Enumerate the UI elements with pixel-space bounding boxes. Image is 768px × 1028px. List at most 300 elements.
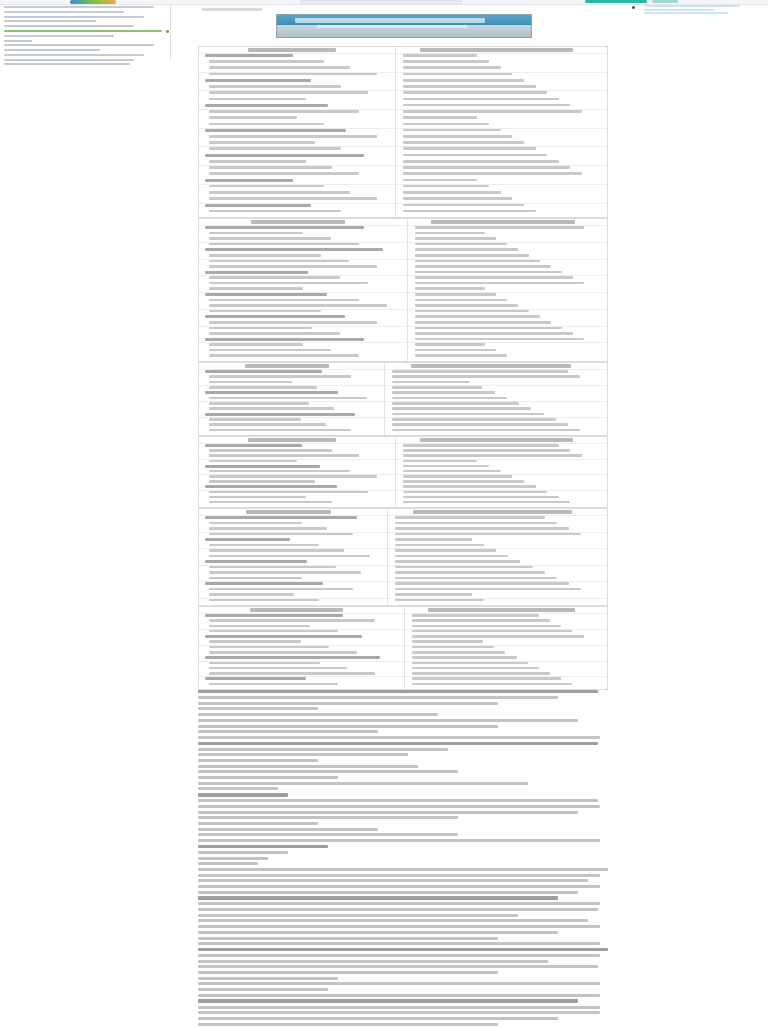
- table-cell: [412, 662, 528, 665]
- text-line: [198, 977, 338, 980]
- sidebar-item[interactable]: [4, 19, 170, 23]
- table-cell: [209, 593, 294, 596]
- table-cell: [205, 582, 323, 585]
- text-line: [198, 736, 600, 739]
- table-cell: [412, 646, 494, 649]
- table-cell: [205, 271, 308, 274]
- text-line: [198, 914, 518, 917]
- table-cell: [209, 160, 306, 163]
- document-content: [198, 6, 610, 1020]
- table-cell: [415, 248, 518, 251]
- sidebar-item-label: [4, 59, 134, 61]
- table-cell: [209, 429, 351, 432]
- table-cell: [209, 321, 377, 324]
- table-cell: [205, 104, 328, 107]
- table-cell: [205, 444, 302, 447]
- table-header-right: [413, 510, 571, 514]
- banner-text: [295, 18, 485, 23]
- table-cell: [209, 91, 368, 94]
- text-line: [198, 742, 598, 745]
- table-cell: [209, 533, 353, 536]
- table-cell: [209, 571, 361, 574]
- table-cell: [209, 166, 332, 169]
- table-cell: [415, 327, 562, 330]
- table-cell: [205, 465, 320, 468]
- table-cell: [205, 293, 327, 296]
- table-cell: [395, 527, 569, 530]
- text-line: [198, 879, 588, 882]
- text-line: [198, 942, 600, 945]
- table-cell: [403, 166, 570, 169]
- table-cell: [395, 516, 545, 519]
- table-cell: [209, 460, 297, 463]
- sidebar-item[interactable]: [4, 38, 170, 42]
- table-cell: [209, 304, 387, 307]
- table-cell: [209, 332, 340, 335]
- document-meta: [202, 8, 262, 11]
- table-header-right: [420, 48, 573, 52]
- table-cell: [403, 449, 570, 452]
- text-line: [198, 696, 558, 699]
- table-cell: [209, 522, 302, 525]
- table-cell: [403, 485, 536, 488]
- related-link[interactable]: [644, 12, 728, 14]
- table-cell: [209, 555, 370, 558]
- table-cell: [415, 315, 540, 318]
- sidebar-item-label: [4, 40, 32, 42]
- table-cell: [209, 73, 377, 76]
- sidebar-item[interactable]: [4, 53, 170, 57]
- document-title-row: [198, 6, 610, 13]
- primary-action-button[interactable]: [585, 0, 647, 3]
- table-cell: [209, 588, 353, 591]
- table-cell: [209, 141, 315, 144]
- sidebar-item[interactable]: [4, 5, 170, 9]
- table-cell: [209, 354, 359, 357]
- text-line: [198, 1017, 558, 1020]
- text-line: [198, 885, 600, 888]
- table-cell: [209, 402, 309, 405]
- table-cell: [209, 210, 341, 213]
- table-cell: [403, 204, 524, 207]
- text-line: [198, 954, 600, 957]
- table-cell: [403, 491, 547, 494]
- table-cell: [412, 683, 572, 686]
- table-cell: [392, 413, 544, 416]
- table-cell: [209, 66, 350, 69]
- table-cell: [209, 287, 303, 290]
- table-cell: [395, 593, 472, 596]
- text-line: [198, 948, 608, 951]
- table-cell: [205, 614, 343, 617]
- table-cell: [403, 116, 477, 119]
- table-cell: [209, 577, 302, 580]
- user-menu-button[interactable]: [652, 0, 678, 3]
- table-cell: [415, 276, 573, 279]
- table-cell: [403, 91, 547, 94]
- text-line: [198, 988, 328, 991]
- table-cell: [395, 588, 581, 591]
- table-cell: [209, 386, 317, 389]
- table-cell: [403, 66, 501, 69]
- table-cell: [403, 496, 559, 499]
- related-link[interactable]: [644, 9, 714, 11]
- table-cell: [415, 232, 485, 235]
- table-cell: [209, 397, 367, 400]
- table-cell: [209, 449, 332, 452]
- table-cell: [209, 327, 312, 330]
- sidebar-item[interactable]: [4, 29, 170, 33]
- table-header-right: [428, 608, 574, 612]
- reaction-table: [198, 46, 608, 218]
- table-cell: [403, 98, 559, 101]
- table-cell: [205, 154, 364, 157]
- table-cell: [415, 343, 485, 346]
- table-header-left: [250, 608, 342, 612]
- table-cell: [403, 54, 477, 57]
- table-cell: [392, 386, 482, 389]
- table-cell: [392, 407, 531, 410]
- site-logo-icon[interactable]: [70, 0, 116, 4]
- search-input[interactable]: [300, 0, 462, 5]
- text-line: [198, 862, 258, 865]
- table-cell: [205, 179, 293, 182]
- table-cell: [403, 85, 536, 88]
- text-line: [198, 925, 600, 928]
- table-cell: [403, 465, 489, 468]
- table-cell: [403, 172, 582, 175]
- table-cell: [209, 116, 297, 119]
- table-cell: [403, 160, 559, 163]
- table-cell: [209, 418, 301, 421]
- table-cell: [403, 79, 524, 82]
- sidebar-item-label: [4, 54, 144, 56]
- text-line: [198, 702, 498, 705]
- related-links-panel: [632, 5, 732, 15]
- text-line: [198, 793, 288, 796]
- table-cell: [209, 640, 301, 643]
- text-line: [198, 759, 318, 762]
- table-cell: [205, 635, 362, 638]
- table-cell: [395, 577, 557, 580]
- table-cell: [205, 54, 293, 57]
- table-cell: [209, 98, 306, 101]
- table-cell: [395, 533, 581, 536]
- sidebar-item[interactable]: [4, 62, 170, 66]
- sidebar: [4, 5, 171, 60]
- table-cell: [392, 429, 580, 432]
- table-cell: [403, 475, 512, 478]
- sidebar-item-label: [4, 63, 130, 65]
- text-line: [198, 919, 588, 922]
- table-cell: [415, 226, 584, 229]
- table-cell: [415, 254, 529, 257]
- text-line: [198, 719, 578, 722]
- table-cell: [412, 677, 561, 680]
- table-cell: [209, 232, 303, 235]
- table-cell: [209, 60, 324, 63]
- table-cell: [403, 154, 547, 157]
- reaction-table: [198, 218, 608, 362]
- table-cell: [403, 129, 501, 132]
- table-cell: [209, 237, 331, 240]
- table-cell: [209, 135, 377, 138]
- table-cell: [415, 338, 584, 341]
- text-line: [198, 982, 600, 985]
- reaction-table: [198, 606, 608, 690]
- table-cell: [392, 397, 507, 400]
- table-cell: [415, 265, 551, 268]
- table-cell: [205, 560, 307, 563]
- table-cell: [403, 147, 536, 150]
- table-cell: [205, 338, 364, 341]
- text-line: [198, 753, 408, 756]
- table-cell: [209, 110, 359, 113]
- table-cell: [209, 646, 329, 649]
- table-cell: [403, 110, 582, 113]
- text-line: [198, 845, 328, 848]
- table-header-left: [248, 48, 336, 52]
- text-line: [198, 896, 558, 899]
- table-cell: [209, 254, 321, 257]
- reaction-table: [198, 436, 608, 508]
- sidebar-item[interactable]: [4, 48, 170, 52]
- text-line: [198, 799, 598, 802]
- table-cell: [209, 480, 315, 483]
- table-header-left: [246, 510, 331, 514]
- reaction-table: [198, 362, 608, 436]
- sidebar-item[interactable]: [4, 10, 170, 14]
- text-line: [198, 874, 600, 877]
- table-header-right: [431, 220, 575, 224]
- table-cell: [392, 375, 580, 378]
- table-cell: [209, 310, 321, 313]
- table-cell: [205, 391, 338, 394]
- table-cell: [392, 370, 568, 373]
- table-cell: [403, 480, 524, 483]
- table-cell: [415, 271, 562, 274]
- table-cell: [392, 418, 556, 421]
- table-cell: [209, 619, 375, 622]
- table-cell: [205, 656, 380, 659]
- table-cell: [205, 538, 290, 541]
- table-header-left: [251, 220, 345, 224]
- table-cell: [403, 135, 512, 138]
- table-cell: [209, 299, 359, 302]
- table-cell: [415, 260, 540, 263]
- table-cell: [415, 304, 518, 307]
- table-header-left: [245, 364, 328, 368]
- table-cell: [403, 210, 536, 213]
- table-cell: [415, 310, 529, 313]
- table-cell: [209, 265, 377, 268]
- sidebar-item-label: [4, 6, 154, 8]
- sidebar-item-label: [4, 49, 100, 51]
- table-cell: [415, 299, 507, 302]
- text-line: [198, 971, 498, 974]
- sidebar-item[interactable]: [4, 15, 170, 19]
- table-cell: [209, 147, 341, 150]
- table-cell: [209, 407, 334, 410]
- table-cell: [209, 375, 351, 378]
- sidebar-item[interactable]: [4, 34, 170, 38]
- table-cell: [209, 683, 338, 686]
- reaction-table: [198, 508, 608, 606]
- table-cell: [403, 191, 501, 194]
- sidebar-item-label: [4, 30, 162, 32]
- table-cell: [415, 332, 573, 335]
- sidebar-item-label: [4, 20, 96, 22]
- table-cell: [412, 614, 539, 617]
- table-cell: [209, 527, 327, 530]
- table-cell: [395, 555, 508, 558]
- table-cell: [209, 343, 303, 346]
- text-line: [198, 822, 318, 825]
- table-cell: [415, 237, 496, 240]
- table-cell: [205, 248, 383, 251]
- text-line: [198, 891, 578, 894]
- sidebar-item-label: [4, 44, 154, 46]
- table-cell: [395, 544, 484, 547]
- table-cell: [209, 651, 357, 654]
- table-cell: [209, 496, 306, 499]
- text-line: [198, 902, 600, 905]
- text-line: [198, 1011, 600, 1014]
- table-cell: [395, 538, 472, 541]
- table-cell: [392, 402, 519, 405]
- text-line: [198, 765, 418, 768]
- table-cell: [403, 444, 559, 447]
- text-line: [198, 833, 458, 836]
- text-line: [198, 828, 378, 831]
- table-cell: [403, 141, 524, 144]
- table-cell: [415, 293, 496, 296]
- text-line: [198, 725, 498, 728]
- sidebar-item-label: [4, 16, 144, 18]
- text-line: [198, 1006, 600, 1009]
- text-line: [198, 857, 268, 860]
- table-cell: [209, 662, 320, 665]
- document-banner-image: [276, 14, 532, 38]
- table-header-right: [411, 364, 572, 368]
- table-cell: [209, 625, 310, 628]
- table-cell: [205, 315, 345, 318]
- table-cell: [403, 123, 489, 126]
- sidebar-item[interactable]: [4, 24, 170, 28]
- table-cell: [209, 544, 319, 547]
- table-cell: [412, 672, 550, 675]
- table-cell: [395, 522, 557, 525]
- text-line: [198, 965, 598, 968]
- active-indicator-icon: [166, 30, 169, 33]
- table-cell: [412, 625, 561, 628]
- table-cell: [395, 566, 533, 569]
- table-cell: [392, 391, 495, 394]
- table-cell: [395, 571, 545, 574]
- text-line: [198, 816, 458, 819]
- sidebar-item-label: [4, 11, 124, 13]
- text-line: [198, 908, 598, 911]
- sidebar-item[interactable]: [4, 58, 170, 62]
- table-cell: [209, 191, 350, 194]
- sidebar-item-label: [4, 25, 134, 27]
- table-cell: [209, 260, 349, 263]
- text-line: [198, 690, 598, 693]
- text-line: [198, 713, 438, 716]
- table-cell: [205, 370, 322, 373]
- table-cell: [415, 243, 507, 246]
- table-cell: [209, 566, 336, 569]
- table-cell: [205, 79, 311, 82]
- table-cell: [403, 454, 582, 457]
- table-cell: [209, 172, 359, 175]
- table-cell: [205, 677, 306, 680]
- text-line: [198, 776, 338, 779]
- text-line: [198, 868, 608, 871]
- table-cell: [205, 204, 311, 207]
- text-line: [198, 931, 558, 934]
- table-cell: [415, 287, 485, 290]
- table-cell: [209, 85, 341, 88]
- table-cell: [205, 413, 355, 416]
- table-cell: [209, 197, 377, 200]
- related-link[interactable]: [644, 5, 740, 7]
- table-cell: [209, 549, 344, 552]
- text-line: [198, 707, 318, 710]
- table-cell: [392, 423, 568, 426]
- table-cell: [209, 276, 340, 279]
- table-cell: [415, 321, 551, 324]
- text-line: [198, 730, 378, 733]
- table-cell: [205, 485, 337, 488]
- sidebar-item[interactable]: [4, 43, 170, 47]
- table-cell: [412, 651, 505, 654]
- text-line: [198, 851, 288, 854]
- sidebar-item-label: [4, 35, 114, 37]
- table-cell: [412, 640, 483, 643]
- table-cell: [403, 179, 477, 182]
- table-cell: [209, 381, 292, 384]
- table-cell: [395, 599, 484, 602]
- text-line: [198, 770, 458, 773]
- text-line: [198, 748, 448, 751]
- table-cell: [412, 656, 517, 659]
- table-cell: [412, 635, 584, 638]
- text-line: [198, 811, 578, 814]
- text-line: [198, 805, 600, 808]
- table-cell: [395, 582, 569, 585]
- table-cell: [415, 354, 507, 357]
- table-cell: [205, 129, 346, 132]
- table-cell: [209, 599, 319, 602]
- text-line: [198, 782, 528, 785]
- table-cell: [209, 423, 326, 426]
- text-line: [198, 960, 548, 963]
- text-line: [198, 787, 278, 790]
- table-cell: [395, 560, 520, 563]
- table-cell: [209, 454, 359, 457]
- table-cell: [403, 73, 512, 76]
- table-cell: [412, 619, 550, 622]
- text-line: [198, 1023, 498, 1026]
- document-body-text: [198, 690, 608, 1028]
- table-cell: [395, 549, 496, 552]
- table-cell: [403, 460, 477, 463]
- text-line: [198, 937, 498, 940]
- table-cell: [392, 381, 470, 384]
- table-cell: [403, 197, 512, 200]
- table-cell: [205, 226, 364, 229]
